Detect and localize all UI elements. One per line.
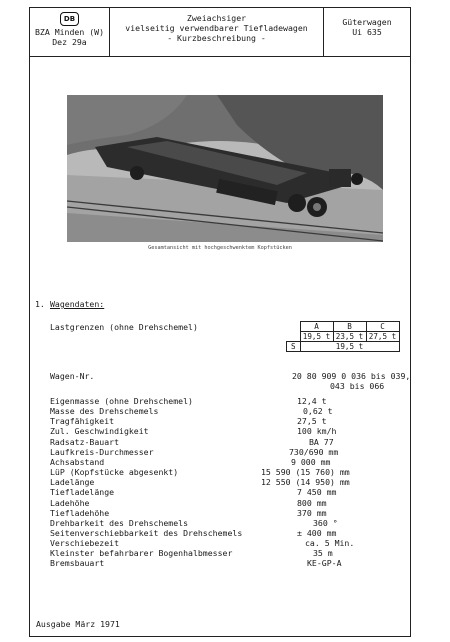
- spec-value: BA 77: [309, 436, 334, 447]
- photo-caption: Gesamtansicht mit hochgeschwenktem Kopfstücken: [148, 245, 292, 251]
- title-line-1: Zweiachsiger: [186, 13, 247, 23]
- load-col-c: C: [366, 322, 399, 332]
- spec-value: 15 590 (15 760) mm: [261, 467, 350, 478]
- spec-label: LüP (Kopfstücke abgesenkt): [50, 467, 179, 478]
- wagon-number-label: Wagen-Nr.: [50, 371, 95, 381]
- load-s-label: S: [287, 342, 301, 352]
- spec-value: 12,4 t: [297, 396, 327, 406]
- spec-value: 360 °: [313, 517, 338, 528]
- spec-label: Zul. Geschwindigkeit: [50, 426, 149, 437]
- load-limits-s-row: [287, 342, 400, 352]
- header-title-cell: [110, 8, 324, 56]
- load-limits-label: Lastgrenzen (ohne Drehschemel): [50, 322, 198, 332]
- spec-label: Radsatz-Bauart: [50, 436, 120, 447]
- edition-date: Ausgabe März 1971: [36, 619, 120, 629]
- spec-label: Ladelänge: [50, 477, 95, 488]
- header-table: [30, 8, 410, 57]
- spec-value: 9 000 mm: [291, 456, 331, 467]
- spec-value: 100 km/h: [297, 426, 337, 437]
- spec-label: Tragfähigkeit: [50, 416, 115, 427]
- spec-label: Laufkreis-Durchmesser: [50, 446, 154, 457]
- load-col-a: A: [300, 322, 333, 332]
- header-category: Güterwagen: [342, 17, 392, 27]
- spec-value: 800 mm: [297, 497, 327, 508]
- spec-label: Tiefladehöhe: [50, 507, 110, 518]
- title-line-3: - Kurzbeschreibung -: [167, 33, 266, 43]
- db-logo-icon: DB: [60, 12, 79, 26]
- spec-value: 7 450 mm: [297, 487, 337, 498]
- header-office: BZA Minden (W): [34, 27, 104, 37]
- wagon-photo-image: [67, 95, 383, 242]
- spec-value: ± 400 mm: [297, 527, 337, 538]
- load-value-b: 23,5 t: [333, 332, 366, 342]
- spec-value: 0,62 t: [303, 406, 333, 417]
- load-value-c: 27,5 t: [366, 332, 399, 342]
- spec-value: 370 mm: [297, 507, 327, 518]
- spec-label: Bremsbauart: [50, 558, 105, 569]
- spec-label: Seitenverschiebbarkeit des Drehschemels: [50, 527, 243, 538]
- header-category-cell: [324, 8, 410, 56]
- section-number: 1.: [35, 299, 45, 309]
- load-value-a: 19,5 t: [300, 332, 333, 342]
- spec-label: Masse des Drehschemels: [50, 406, 159, 417]
- spec-label: Eigenmasse (ohne Drehschemel): [50, 396, 193, 406]
- spec-value: 35 m: [313, 548, 333, 559]
- document-page: [29, 7, 411, 637]
- load-limits-header-row: [287, 322, 400, 332]
- wagon-number-line-2: 043 bis 066: [330, 381, 385, 391]
- title-line-2: vielseitig verwendbarer Tiefladewagen: [125, 23, 308, 33]
- header-department: Dez 29a: [52, 37, 87, 47]
- spec-label: Tiefladelänge: [50, 487, 115, 498]
- spec-value: ca. 5 Min.: [305, 538, 355, 549]
- wagon-number-line-1: 20 80 909 0 036 bis 039,: [292, 371, 411, 381]
- spec-label: Kleinster befahrbarer Bogenhalbmesser: [50, 548, 233, 559]
- wagon-photo: [67, 95, 383, 242]
- load-s-value: 19,5 t: [300, 342, 399, 352]
- spec-value: 12 550 (14 950) mm: [261, 477, 350, 488]
- header-type: Ui 635: [352, 27, 382, 37]
- spec-label: Ladehöhe: [50, 497, 90, 508]
- section-heading: Wagendaten:: [50, 299, 105, 309]
- spec-label: Achsabstand: [50, 456, 105, 467]
- spec-value: 27,5 t: [297, 416, 327, 427]
- spec-value: KE-GP-A: [307, 558, 342, 569]
- spec-label: Drehbarkeit des Drehschemels: [50, 517, 189, 528]
- spec-label: Verschiebezeit: [50, 538, 120, 549]
- load-col-b: B: [333, 322, 366, 332]
- load-limits-table: [286, 321, 400, 352]
- header-office-cell: [30, 8, 110, 56]
- spec-value: 730/690 mm: [289, 446, 339, 457]
- load-limits-values-row: [287, 332, 400, 342]
